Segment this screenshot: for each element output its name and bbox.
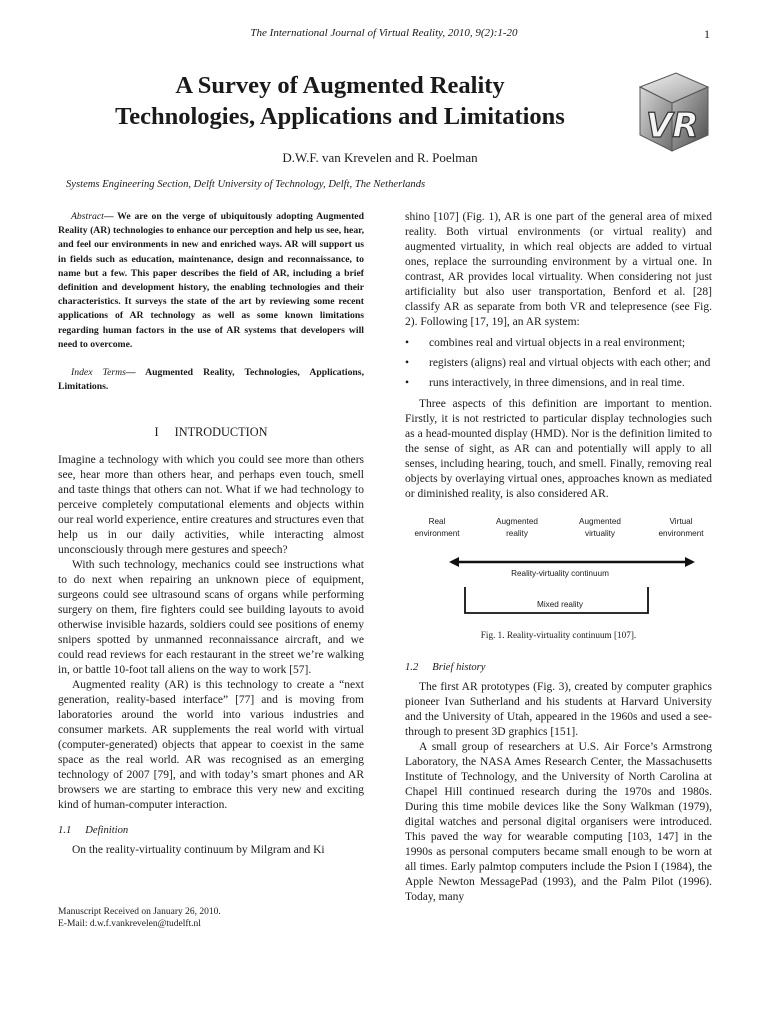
intro-paragraph: Imagine a technology with which you could see more than others see, hear more than others hear, and perhaps even touch, smell and taste things that others can not. What if we had technology to perceive completely computational elements and objects within our real world experience, entire creatures and structures even that help us in our daily activities, while interacting almost unconsciously through mere gestures and speech? — [58, 454, 364, 557]
history-paragraph: The first AR prototypes (Fig. 3), created by computer graphics pioneer Ivan Sutherland and his students at Harvard University and the University of Utah, appeared in the 1960s and used a see-through to present 3D graphics [151]. — [405, 681, 712, 738]
paper-title — [40, 70, 640, 132]
index-terms-label: Index Terms — [71, 367, 126, 379]
fig-label-augmented-reality: Augmented reality — [496, 517, 538, 538]
section-heading-introduction — [58, 425, 364, 440]
footnote — [58, 906, 221, 930]
right-column — [405, 210, 712, 905]
figure-caption: Fig. 1. Reality-virtuality continuum [107]. — [480, 630, 637, 640]
subsection-title: Brief history — [432, 662, 486, 673]
page-number: 1 — [704, 27, 710, 41]
section-number: I — [154, 425, 159, 440]
bullet-icon: • — [405, 357, 410, 369]
subsection-number: 1.1 — [58, 825, 72, 837]
intro-paragraph: Augmented reality (AR) is this technology to create a “next generation, reality-based interface” [77] and is moving from laboratories around the world into various industries and consumer markets. AR supplements the real world with virtual (computer-generated) objects that appear to coexist in the same space as the real world. AR was recognised as an emerging technology of 2007 [79], and with today’s smart phones and AR browsers we are starting to embrace this very new and exciting kind of human-computer interaction. — [58, 679, 364, 812]
fig-label-continuum: Reality-virtuality continuum — [511, 569, 609, 578]
fig-label-real-environment: Real environment — [414, 517, 460, 538]
bullet-icon: • — [405, 377, 410, 389]
subsection-number: 1.2 — [405, 662, 419, 673]
index-terms — [58, 366, 364, 394]
definition-paragraph: On the reality-virtuality continuum by Milgram and Ki — [72, 844, 325, 857]
title-line: A Survey of Augmented Reality — [175, 72, 505, 99]
subsection-heading-definition — [58, 825, 364, 836]
bullet-icon: • — [405, 337, 410, 349]
list-item-text: combines real and virtual objects in a real environment; — [429, 337, 686, 349]
subsection-heading-brief-history — [405, 662, 712, 673]
affiliation: Systems Engineering Section, Delft University of Technology, Delft, The Netherlands — [66, 179, 426, 190]
right-arrowhead-icon — [685, 557, 695, 567]
title-line: Technologies, Applications and Limitations — [115, 103, 565, 130]
list-item — [405, 356, 712, 371]
footnote-email: E-Mail: d.w.f.vankrevelen@tudelft.nl — [58, 919, 201, 929]
left-column — [58, 210, 364, 858]
section-title: INTRODUCTION — [174, 425, 268, 440]
list-item — [405, 376, 712, 391]
list-item — [405, 336, 712, 351]
abstract-label: Abstract — [71, 211, 104, 222]
fig-label-mixed-reality: Mixed reality — [537, 600, 583, 609]
intro-paragraph: With such technology, mechanics could see instructions what to do next when repairing an unknown piece of equipment, surgeons could see ultrasound scans of organs while performing surgery on them, fire fighters could see building layouts to avoid otherwise invisible hazards, soldiers could see positions of enemy snipers spotted by unmanned reconnaissance aircraft, and we could read reviews for each restaurant in the street we’re walking in, or battle 10-foot tall aliens on the way to work [57]. — [58, 559, 364, 677]
logo-lettering: VR — [646, 106, 699, 146]
abstract — [58, 210, 364, 352]
vr-cube-logo-icon — [618, 65, 713, 157]
subsection-title: Definition — [85, 825, 129, 837]
authors: D.W.F. van Krevelen and R. Poelman — [282, 150, 478, 165]
list-item-text: registers (aligns) real and virtual objects with each other; and — [429, 357, 711, 369]
ar-system-list — [405, 336, 712, 391]
footnote-received: Manuscript Received on January 26, 2010. — [58, 907, 221, 917]
left-arrowhead-icon — [449, 557, 459, 567]
abstract-text: — We are on the verge of ubiquitously adopting Augmented Reality (AR) technologies to enhance our perception and help us see, hear, and feel our environments in new and enriched ways. AR will support us in fields such as education, maintenance, design and reconnaissance, to name but a few. This paper describes the field of AR, including a brief definition and development history, the enabling technologies and their characteristics. It surveys the state of the art by reviewing some recent applications of AR technology as well as some known limitations regarding human factors in the use of AR systems that developers will need to overcome. — [58, 211, 364, 350]
list-item-text: runs interactively, in three dimensions, and in real time. — [429, 377, 685, 389]
fig-label-virtual-environment: Virtual environment — [658, 517, 704, 538]
definition-continued: shino [107] (Fig. 1), AR is one part of the general area of mixed reality. Both virtual environments (or virtual reality) and augmented virtuality, in which real objects are added to virtual ones, replace the surrounding environment by a virtual one. In contrast, AR provides local virtuality. When considering not just artificiality but also user transportation, Benford et al. [28] classify AR as separate from both VR and telepresence (see Fig. 2). Following [17, 19], an AR system: — [405, 211, 712, 328]
figure-reality-virtuality-continuum — [405, 516, 712, 628]
fig-label-augmented-virtuality: Augmented virtuality — [579, 517, 621, 538]
running-head: The International Journal of Virtual Reality, 2010, 9(2):1-20 — [250, 27, 518, 39]
index-terms-text: — Augmented Reality, Technologies, Applications, Limitations. — [58, 367, 364, 393]
history-paragraph: A small group of researchers at U.S. Air Force’s Armstrong Laboratory, the NASA Ames Research Center, the Massachusetts Institute of Technology, and the University of North Carolina at Chapel Hill continued research during the 1970s and 1980s. During this time mobile devices like the Sony Walkman (1979), digital watches and personal digital organisers were introduced. This paved the way for wearable computing [103, 147] in the 1990s as personal computers became small enough to be worn at all times. Early palmtop computers include the Psion I (1984), the Apple Newton MessagePad (1993), and the Palm Pilot (1996). Today, many — [405, 741, 712, 903]
three-aspects-paragraph: Three aspects of this definition are important to mention. Firstly, it is not restricted to particular display technologies such as a head-mounted display (HMD). Nor is the definition limited to the sense of sight, as AR can and potentially will apply to all senses, including hearing, touch, and smell. Finally, removing real objects by overlaying virtual ones, approaches known as mediated or diminished reality, is also considered AR. — [405, 398, 712, 500]
